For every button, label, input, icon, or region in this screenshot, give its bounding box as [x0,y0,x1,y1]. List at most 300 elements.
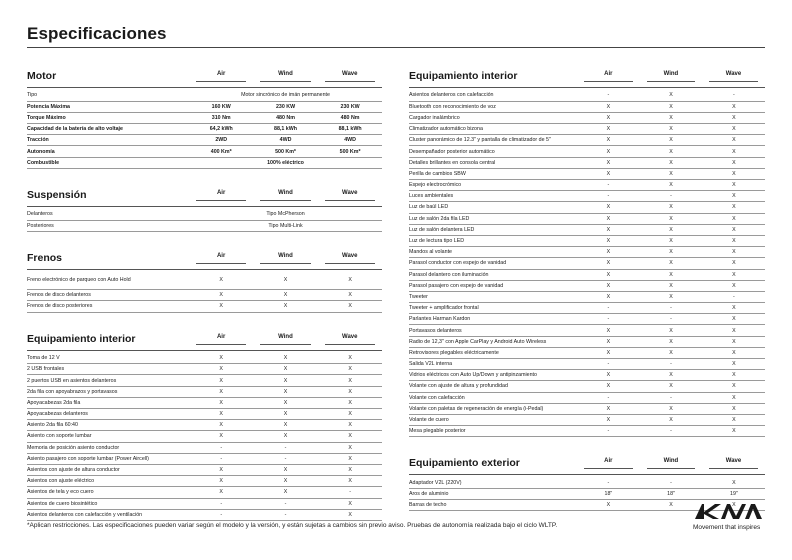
section-title: Equipamiento exterior [409,457,520,470]
column-header [702,71,765,82]
column-header [253,334,317,345]
row-label: Tracción [27,135,189,146]
row-value: 18" [640,489,703,500]
row-value: X [702,280,765,291]
row-value: 230 KW [253,101,317,112]
table-row [27,290,382,301]
row-value: 500 Km* [253,146,317,157]
row-value: X [702,314,765,325]
row-label: 2 puertos USB en asientos delanteros [27,375,189,386]
row-value: X [640,347,703,358]
row-value: X [318,397,382,408]
row-label: Parasol delantero con iluminación [409,269,577,280]
row-label: Parlantes Harman Kardon [409,314,577,325]
row-label: Torque Máximo [27,112,189,123]
table-row [27,90,382,101]
column-header-label: Air [216,71,226,77]
row-value: X [702,202,765,213]
table-row [27,498,382,509]
row-label: Frenos de disco posteriores [27,301,189,312]
row-value: - [577,303,640,314]
row-label: Luces ambientales [409,191,577,202]
row-value: X [640,157,703,168]
row-value: X [577,336,640,347]
brand-tagline: Movement that inspires [693,524,761,531]
row-label: 2da fila con apoyabrazos y portavasos [27,386,189,397]
row-value: X [702,414,765,425]
row-value: - [640,477,703,488]
row-value: X [640,325,703,336]
column-header-label: Wave [342,252,358,259]
table-row [409,135,765,146]
row-label: Portavasos delanteros [409,325,577,336]
row-value: X [577,213,640,224]
table-row [27,420,382,431]
row-label: Freno electrónico de parqueo con Auto Hold [27,272,189,290]
row-value: X [702,235,765,246]
row-value: - [577,426,640,437]
row-label: Perilla de cambios SBW [409,168,577,179]
row-value: - [318,487,382,498]
row-value: X [253,353,317,364]
column-header-underline [584,468,633,469]
row-label: Apoyacabezas 2da fila [27,397,189,408]
table-row [409,213,765,224]
row-value: 310 Nm [189,112,253,123]
row-label: Capacidad de la batería de alto voltaje [27,124,189,135]
section-header [27,60,382,82]
row-value: X [318,453,382,464]
row-label: Cargador inalámbrico [409,112,577,123]
column-header [577,458,640,469]
row-label: Adaptador V2L (220V) [409,477,577,488]
table-row [27,157,382,168]
row-value: X [702,124,765,135]
row-value: X [702,157,765,168]
row-value: X [577,168,640,179]
row-label: Cluster panorámico de 12.3" y pantalla de climatizador de 5" [409,135,577,146]
column-header [640,71,703,82]
row-value: 230 KW [318,101,382,112]
table-row [409,477,765,488]
column-header-label: Air [216,252,226,259]
row-value: X [640,202,703,213]
section-title: Equipamiento interior [27,332,136,345]
row-value: 100% eléctrico [189,157,382,168]
row-value: 2WD [189,135,253,146]
column-header-underline [709,81,758,82]
section-header [27,323,382,345]
row-value: X [189,386,253,397]
table-row [27,146,382,157]
table-row [409,247,765,258]
row-value: X [702,500,765,511]
table-row [409,359,765,370]
table-row [409,381,765,392]
row-value: X [318,431,382,442]
title-divider [27,47,765,48]
table-row [409,157,765,168]
row-value: X [253,464,317,475]
row-label: Asientos con ajuste eléctrico [27,476,189,487]
row-value: X [702,112,765,123]
table-row [409,112,765,123]
table-row [409,403,765,414]
table-row [409,168,765,179]
row-value: X [577,247,640,258]
column-header [253,190,317,201]
row-value: X [189,476,253,487]
table-row [27,220,382,231]
row-value: X [253,364,317,375]
section-header [27,242,382,264]
row-value: X [640,414,703,425]
row-value: - [577,477,640,488]
row-value: - [640,314,703,325]
row-value: X [318,272,382,290]
row-value: X [702,381,765,392]
row-value: - [640,359,703,370]
row-label: Autonomía [27,146,189,157]
row-value: X [189,464,253,475]
column-header [318,334,382,345]
row-value: X [640,280,703,291]
column-header [189,253,253,264]
row-label: Desempañador posterior automático [409,146,577,157]
column-header-label: Air [216,333,226,340]
row-label: Espejo electrocrómico [409,180,577,191]
row-value: X [577,381,640,392]
row-label: Posteriores [27,220,189,231]
row-label: Asientos delanteros con calefacción y ventilación [27,509,189,520]
section-header [409,60,765,82]
row-value: - [577,191,640,202]
row-value: X [702,101,765,112]
column-header-label: Wind [663,71,679,77]
section-title: Equipamiento interior [409,70,518,82]
page-title: Especificaciones [27,24,167,43]
row-value: - [189,509,253,520]
row-label: Apoyacabezas delanteros [27,409,189,420]
row-value: - [640,303,703,314]
table-row [409,258,765,269]
row-label: Asientos delanteros con calefacción [409,90,577,101]
table-row [27,453,382,464]
row-label: Asiento pasajero con soporte lumbar (Power Aircell) [27,453,189,464]
row-label: Luz de lectura tipo LED [409,235,577,246]
row-value: X [189,431,253,442]
row-value: - [577,359,640,370]
row-value: X [318,364,382,375]
row-value: X [318,420,382,431]
row-value: X [702,135,765,146]
spec-table [27,272,382,313]
row-label: Asiento con soporte lumbar [27,431,189,442]
table-row [409,336,765,347]
row-value: X [577,500,640,511]
row-value: X [318,476,382,487]
column-header-label: Wave [725,71,742,77]
spec-table [27,353,382,521]
row-value: X [640,101,703,112]
row-value: 160 KW [189,101,253,112]
row-label: Mandos al volante [409,247,577,258]
column-header-underline [325,81,375,82]
row-value: X [640,500,703,511]
table-row [409,392,765,403]
table-row [27,487,382,498]
table-row [27,375,382,386]
table-row [409,370,765,381]
row-value: X [318,509,382,520]
row-value: X [640,403,703,414]
row-label: Asientos con ajuste de altura conductor [27,464,189,475]
spec-section [409,60,765,437]
table-row [409,314,765,325]
row-value: Tipo McPherson [189,209,382,220]
row-value: X [318,386,382,397]
row-value: X [702,403,765,414]
row-value: X [577,291,640,302]
row-value: X [702,303,765,314]
column-header-underline [647,468,696,469]
row-value: X [702,191,765,202]
row-label: Parasol pasajero con espejo de vanidad [409,280,577,291]
row-label: Memoria de posición asiento conductor [27,442,189,453]
row-value: 480 Nm [318,112,382,123]
row-value: X [577,202,640,213]
column-header-underline [260,344,310,345]
section-divider [409,474,765,475]
row-value: X [640,291,703,302]
section-header [409,447,765,469]
row-value: 400 Km* [189,146,253,157]
row-value: X [702,180,765,191]
row-value: X [640,370,703,381]
column-header-underline [325,263,375,264]
table-row [27,397,382,408]
table-row [409,124,765,135]
column-header-underline [647,81,696,82]
column-header-label: Wind [278,252,293,259]
row-value: 4WD [253,135,317,146]
row-value: 88,1 kWh [253,124,317,135]
row-value: X [189,272,253,290]
row-label: Tipo [27,90,189,101]
column-header-label: Wave [342,71,358,77]
column-header-underline [260,200,310,201]
row-value: X [577,224,640,235]
row-label: Luz de salón delantera LED [409,224,577,235]
table-row [27,442,382,453]
table-row [409,303,765,314]
row-value: 19" [702,489,765,500]
column-header [253,253,317,264]
section-divider [27,87,382,88]
table-row [409,291,765,302]
table-row [409,224,765,235]
row-value: X [318,409,382,420]
row-value: X [577,157,640,168]
left-column [27,60,382,531]
section-header [27,179,382,201]
section-title: Frenos [27,251,63,264]
row-label: Asiento 2da fila 60:40 [27,420,189,431]
table-row [27,112,382,123]
row-value: X [577,280,640,291]
row-value: 18" [577,489,640,500]
column-header-label: Air [604,458,613,465]
row-value: X [702,359,765,370]
row-value: X [640,258,703,269]
row-value: X [702,146,765,157]
row-value: X [253,431,317,442]
row-value: - [253,498,317,509]
column-header [318,190,382,201]
row-label: Detalles brillantes en consola central [409,157,577,168]
table-row [27,101,382,112]
section-title: Motor [27,70,57,82]
row-label: Combustible [27,157,189,168]
row-value: X [640,112,703,123]
row-value: X [189,375,253,386]
row-value: X [318,353,382,364]
table-row [27,364,382,375]
row-value: X [577,414,640,425]
row-value: - [253,442,317,453]
spec-table [409,90,765,437]
row-label: Radio de 12,3" con Apple CarPlay y Android Auto Wireless [409,336,577,347]
column-header [702,458,765,469]
row-value: X [640,124,703,135]
row-value: X [253,290,317,301]
row-value: - [577,314,640,325]
row-value: X [189,397,253,408]
row-label: Luz de salón 2da fila LED [409,213,577,224]
table-row [409,146,765,157]
row-value: 4WD [318,135,382,146]
row-value: X [577,403,640,414]
row-value: X [702,224,765,235]
row-label: Parasol conductor con espejo de vanidad [409,258,577,269]
row-value: - [577,392,640,403]
row-value: X [189,353,253,364]
table-row [27,509,382,520]
row-value: X [702,392,765,403]
table-row [409,101,765,112]
row-label: Potencia Máxima [27,101,189,112]
row-value: X [253,301,317,312]
row-value: X [577,269,640,280]
row-label: Tweeter [409,291,577,302]
row-value: - [189,453,253,464]
row-value: X [189,487,253,498]
column-header [318,253,382,264]
row-value: 88,1 kWh [318,124,382,135]
row-value: - [253,509,317,520]
row-value: X [577,112,640,123]
table-row [409,202,765,213]
spec-section [27,60,382,169]
row-label: Volante de cuero [409,414,577,425]
section-divider [27,206,382,207]
row-value: - [702,291,765,302]
row-value: X [640,235,703,246]
row-label: Luz de baúl LED [409,202,577,213]
column-header-label: Wind [278,333,293,340]
table-row [27,464,382,475]
row-label: Frenos de disco delanteros [27,290,189,301]
table-row [409,426,765,437]
row-value: Motor sincrónico de imán permanente [189,90,382,101]
table-row [409,235,765,246]
row-value: X [640,269,703,280]
row-value: X [253,397,317,408]
row-value: X [577,235,640,246]
section-divider [27,269,382,270]
row-value: X [702,477,765,488]
row-value: X [318,375,382,386]
row-label: Bluetooth con reconocimiento de voz [409,101,577,112]
table-row [27,209,382,220]
spec-section [27,242,382,313]
table-row [27,301,382,312]
row-value: X [577,124,640,135]
column-header-underline [584,81,633,82]
spec-section [27,179,382,232]
row-value: X [640,180,703,191]
row-label: 2 USB frontales [27,364,189,375]
row-label: Volante con paletas de regeneración de energía (i-Pedal) [409,403,577,414]
kia-logo-icon [693,500,765,522]
table-row [409,180,765,191]
column-header-underline [196,263,246,264]
row-value: X [318,442,382,453]
table-row [27,135,382,146]
row-value: X [640,168,703,179]
column-header-label: Wave [725,458,742,465]
column-header-underline [196,81,246,82]
row-value: X [702,336,765,347]
row-label: Retrovisores plegables eléctricamente [409,347,577,358]
row-label: Vidrios eléctricos con Auto Up/Down y antipinzamiento [409,370,577,381]
row-value: 64,2 kWh [189,124,253,135]
row-value: X [577,258,640,269]
row-label: Salida V2L interna [409,359,577,370]
row-value: X [318,498,382,509]
column-header-underline [325,344,375,345]
row-value: X [577,135,640,146]
row-value: X [577,101,640,112]
table-row [409,414,765,425]
row-value: X [253,272,317,290]
row-label: Barras de techo [409,500,577,511]
table-row [27,124,382,135]
column-header [577,71,640,82]
spec-table [27,209,382,232]
row-value: X [640,90,703,101]
row-value: - [577,180,640,191]
column-header-label: Wave [342,189,358,196]
column-header-underline [260,263,310,264]
row-value: X [702,347,765,358]
column-header [318,71,382,82]
row-value: X [318,301,382,312]
column-header [253,71,317,82]
table-row [27,272,382,290]
table-row [409,325,765,336]
row-label: Tweeter + amplificador frontal [409,303,577,314]
